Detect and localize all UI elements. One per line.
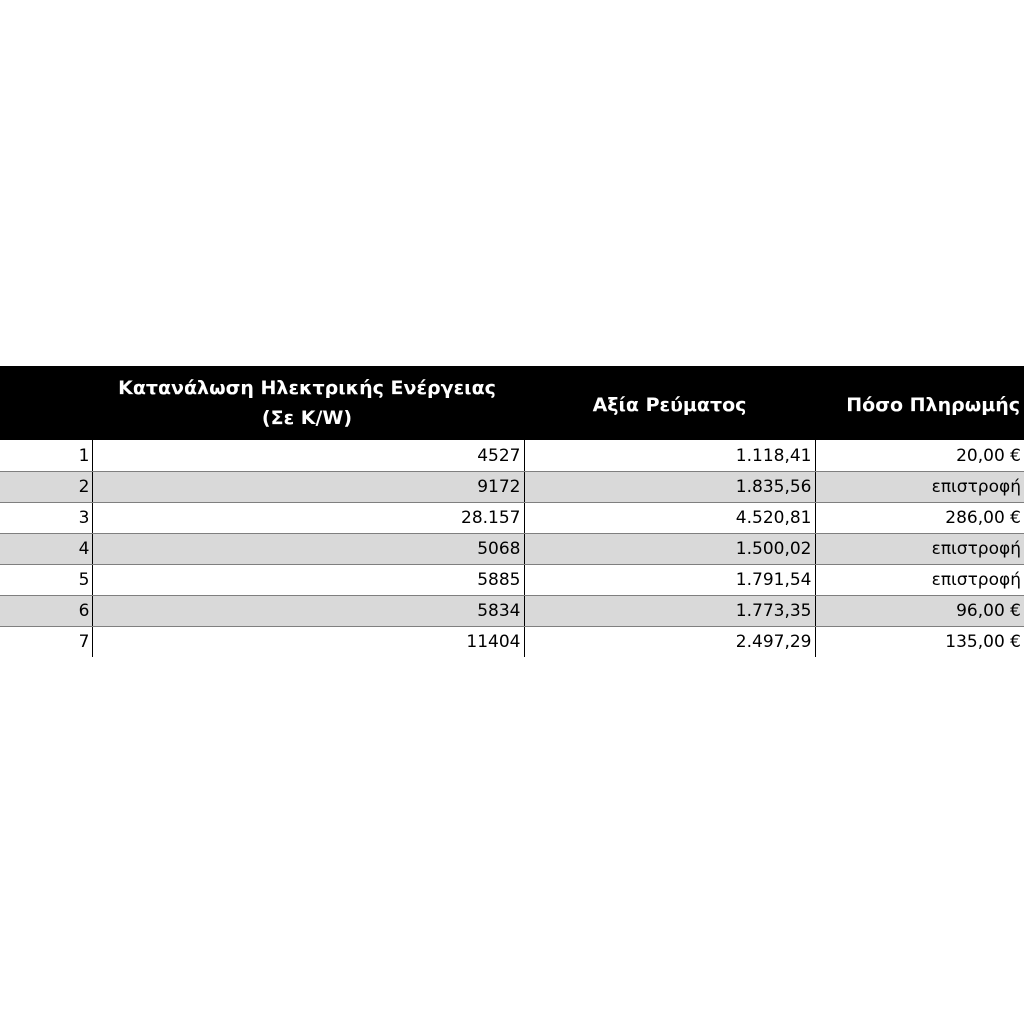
table-header (0, 366, 1024, 440)
cell-value[interactable]: 4.520,81 (524, 502, 815, 533)
cell-index[interactable]: 5 (0, 564, 92, 595)
cell-consumption[interactable]: 9172 (92, 471, 524, 502)
cell-payment[interactable]: 20,00 € (815, 440, 1024, 471)
table-row (0, 440, 1024, 471)
cell-value[interactable]: 1.791,54 (524, 564, 815, 595)
cell-payment[interactable]: 286,00 € (815, 502, 1024, 533)
electricity-consumption-table (0, 366, 1024, 657)
cell-consumption[interactable]: 11404 (92, 626, 524, 657)
cell-consumption[interactable]: 5068 (92, 533, 524, 564)
cell-index[interactable]: 1 (0, 440, 92, 471)
cell-consumption[interactable]: 5885 (92, 564, 524, 595)
header-consumption-line2: (Σε K/W) (261, 407, 353, 429)
cell-payment[interactable]: επιστροφή (815, 533, 1024, 564)
header-payment: Πόσο Πληρωμής (846, 394, 1020, 416)
header-value: Αξία Ρεύματος (592, 394, 747, 416)
cell-consumption[interactable]: 28.157 (92, 502, 524, 533)
table-row (0, 502, 1024, 533)
cell-index[interactable]: 3 (0, 502, 92, 533)
header-consumption-line1: Κατανάλωση Ηλεκτρικής Ενέργειας (118, 377, 496, 399)
cell-consumption[interactable]: 4527 (92, 440, 524, 471)
cell-consumption[interactable]: 5834 (92, 595, 524, 626)
table-row (0, 471, 1024, 502)
cell-payment[interactable]: επιστροφή (815, 564, 1024, 595)
cell-payment[interactable]: 96,00 € (815, 595, 1024, 626)
cell-value[interactable]: 1.773,35 (524, 595, 815, 626)
cell-index[interactable]: 6 (0, 595, 92, 626)
table-row (0, 533, 1024, 564)
header-consumption (92, 366, 524, 440)
cell-index[interactable]: 2 (0, 471, 92, 502)
header-row (0, 366, 1024, 440)
table-row (0, 564, 1024, 595)
cell-payment[interactable]: επιστροφή (815, 471, 1024, 502)
table-row (0, 595, 1024, 626)
cell-index[interactable]: 7 (78, 632, 90, 652)
header-index (0, 366, 92, 440)
table-row (0, 626, 1024, 657)
cell-value[interactable]: 1.835,56 (524, 471, 815, 502)
cell-value[interactable]: 2.497,29 (524, 626, 815, 657)
table-body (0, 440, 1024, 657)
cell-value[interactable]: 1.500,02 (524, 533, 815, 564)
spreadsheet-table-region (0, 366, 1024, 657)
cell-payment[interactable]: 135,00 € (815, 626, 1024, 657)
cell-value[interactable]: 1.118,41 (524, 440, 815, 471)
cell-index[interactable]: 4 (0, 533, 92, 564)
